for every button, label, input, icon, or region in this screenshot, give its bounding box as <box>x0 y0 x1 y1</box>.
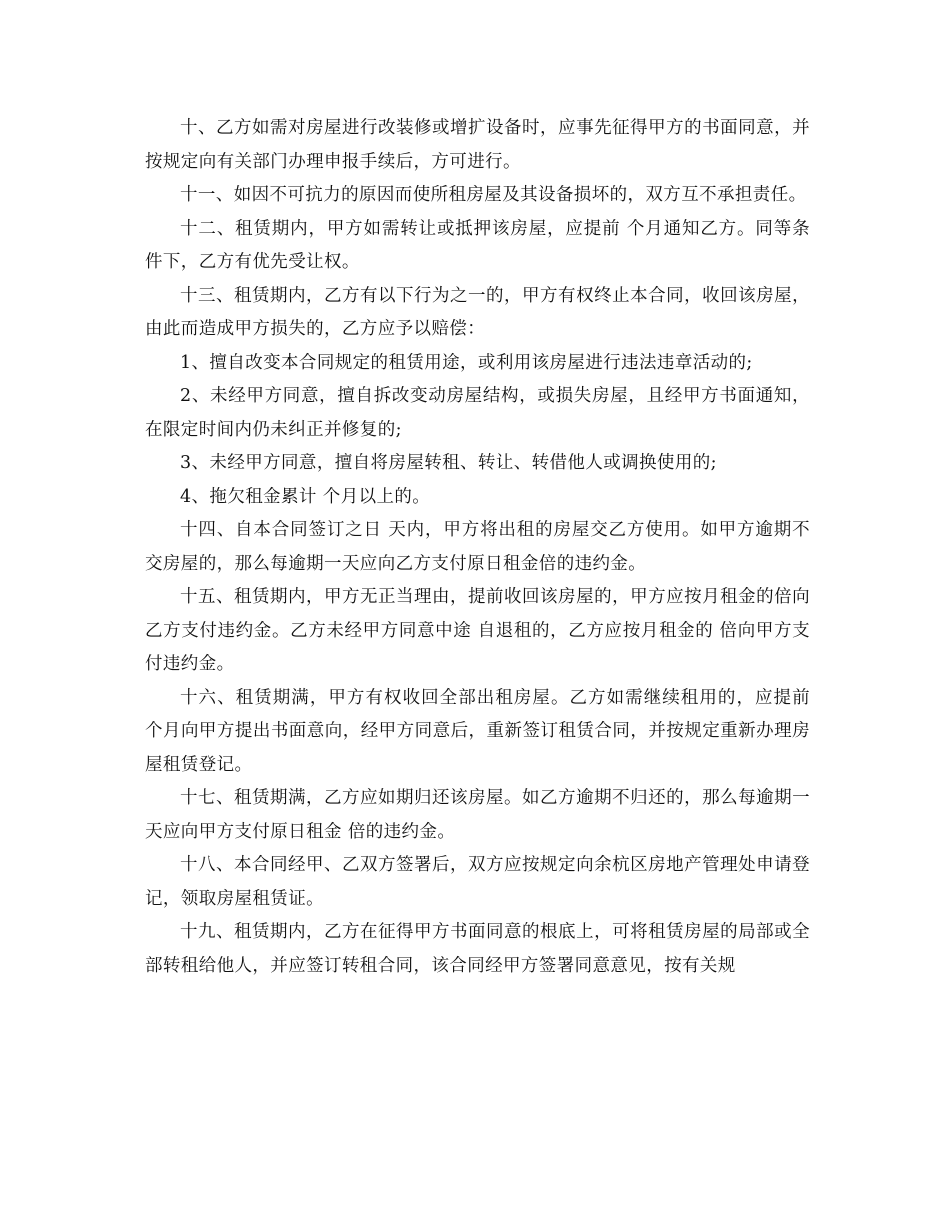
clause-13-item-4: 4、拖欠租金累计 个月以上的。 <box>180 486 431 507</box>
clause-14: 十四、自本合同签订之日 天内，甲方将出租的房屋交乙方使用。如甲方逾期不交房屋的，那么每逾期一天应向乙方支付原日租金倍的违约金。 <box>145 520 810 574</box>
document-body <box>145 112 810 983</box>
clause-12: 十二、租赁期内，甲方如需转让或抵押该房屋，应提前 个月通知乙方。同等条件下，乙方有优先受让权。 <box>145 218 810 272</box>
clause-11: 十一、如因不可抗力的原因而使所租房屋及其设备损坏的，双方互不承担责任。 <box>180 185 807 205</box>
clause-17: 十七、租赁期满，乙方应如期归还该房屋。如乙方逾期不归还的，那么每逾期一天应向甲方支付原日租金 倍的违约金。 <box>145 788 810 842</box>
clause-10: 十、乙方如需对房屋进行改装修或增扩设备时，应事先征得甲方的书面同意，并按规定向有关部门办理申报手续后，方可进行。 <box>145 118 810 172</box>
clause-15: 十五、租赁期内，甲方无正当理由，提前收回该房屋的，甲方应按月租金的倍向乙方支付违约金。乙方未经甲方同意中途 自退租的，乙方应按月租金的 倍向甲方支付违约金。 <box>145 587 810 674</box>
clause-18: 十八、本合同经甲、乙双方签署后，双方应按规定向余杭区房地产管理处申请登记，领取房屋租赁证。 <box>145 855 810 909</box>
clause-19: 十九、租赁期内，乙方在征得甲方书面同意的根底上，可将租赁房屋的局部或全部转租给他人，并应签订转租合同，该合同经甲方签署同意意见，按有关规 <box>145 922 810 976</box>
clause-16: 十六、租赁期满，甲方有权收回全部出租房屋。乙方如需继续租用的，应提前 个月向甲方提出书面意向，经甲方同意后，重新签订租赁合同，并按规定重新办理房屋租赁登记。 <box>145 687 810 775</box>
clause-13: 十三、租赁期内，乙方有以下行为之一的，甲方有权终止本合同，收回该房屋，由此而造成甲方损失的，乙方应予以赔偿： <box>145 285 810 339</box>
clause-13-item-2: 2、未经甲方同意，擅自拆改变动房屋结构，或损失房屋，且经甲方书面通知，在限定时间内仍未纠正并修复的; <box>145 386 810 440</box>
clause-13-item-3: 3、未经甲方同意，擅自将房屋转租、转让、转借他人或调换使用的; <box>180 453 717 473</box>
clause-13-item-1: 1、擅自改变本合同规定的租赁用途，或利用该房屋进行违法违章活动的; <box>180 352 753 373</box>
